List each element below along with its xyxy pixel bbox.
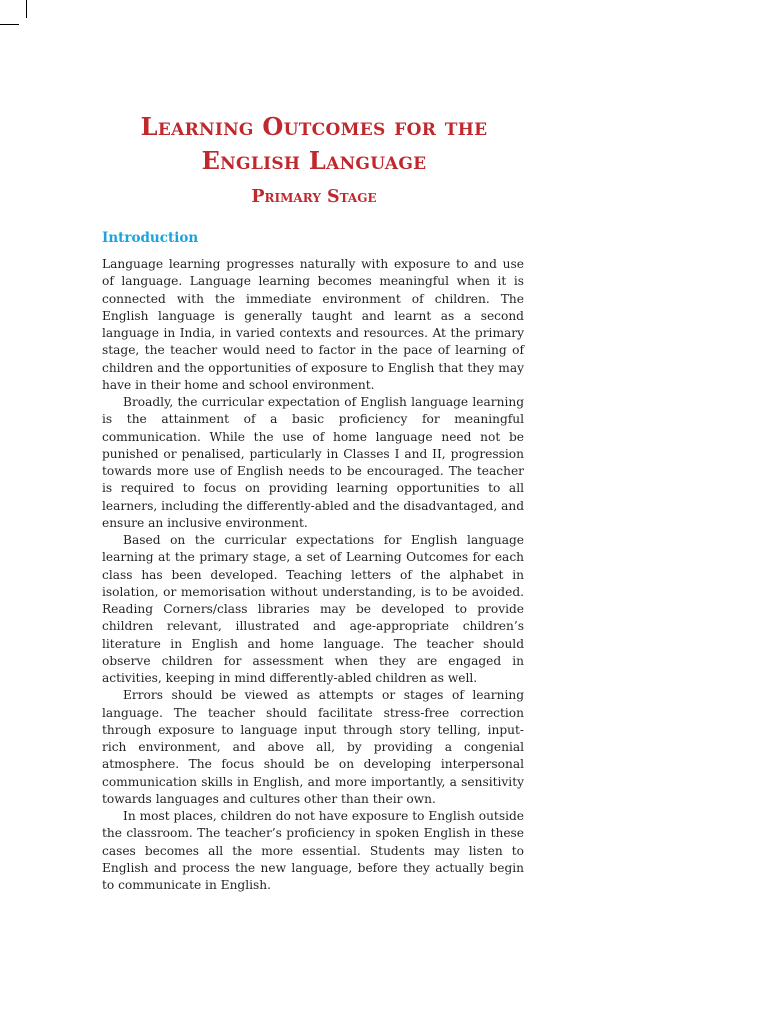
paragraph: Errors should be viewed as attempts or stages of learning language. The teacher should facilitate stress-free correction through exposure to language input through story telling, input-rich environment, and above all, by providing a congenial atmosphere. The focus should be on developing interpersonal communication skills in English, and more importantly, a sensitivity towards languages and cultures other than their own. bbox=[102, 688, 524, 806]
crop-mark-horizontal bbox=[0, 24, 19, 25]
paragraph: Language learning progresses naturally with exposure to and use of language. Language learning becomes meaningful when it is connected with the immediate environment of children. The English language is generally taught and learnt as a second language in India, in varied contexts and resources. At the primary stage, the teacher would need to factor in the pace of learning of children and the opportunities of exposure to English that they may have in their home and school environment. bbox=[102, 257, 524, 392]
page-title-line-2: English Language bbox=[201, 146, 427, 175]
section-heading-introduction: Introduction bbox=[102, 230, 199, 246]
paragraph: Broadly, the curricular expectation of English language learning is the attainment of a basic proficiency for meaningful communication. While the use of home language need not be punished or penalised, particularly in Classes I and II, progression towards more use of English needs to be encouraged. The teacher is required to focus on providing learning opportunities to all learners, including the differently-abled and the disadvantaged, and ensure an inclusive environment. bbox=[102, 395, 524, 530]
paragraph: In most places, children do not have exposure to English outside the classroom. The teacher’s proficiency in spoken English in these cases becomes all the more essential. Students may listen to English and process the new language, before they actually begin to communicate in English. bbox=[102, 809, 524, 892]
page-subtitle: Primary Stage bbox=[251, 187, 377, 207]
page-title-line-1: Learning Outcomes for the bbox=[140, 112, 488, 141]
paragraph: Based on the curricular expectations for English language learning at the primary stage, a set of Learning Outcomes for each class has been developed. Teaching letters of the alphabet in isolation, or memorisation without understanding, is to be avoided. Reading Corners/class libraries may be developed to provide children relevant, illustrated and age-appropriate children’s literature in English and home language. The teacher should observe children for assessment when they are engaged in activities, keeping in mind differently-abled children as well. bbox=[102, 533, 524, 685]
body-text bbox=[102, 256, 524, 894]
crop-mark-vertical bbox=[26, 0, 27, 18]
